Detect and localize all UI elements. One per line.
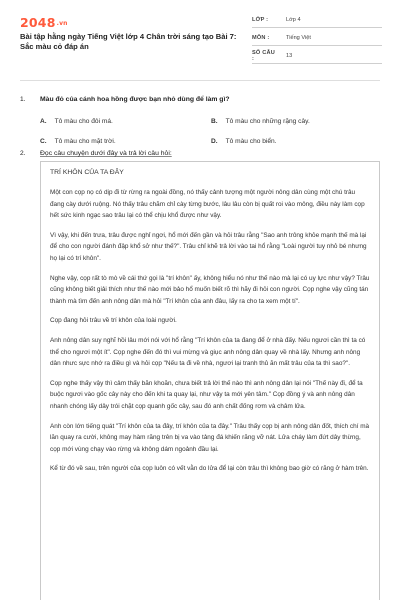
option-b[interactable] [211, 118, 310, 125]
story-paragraph: Kể từ đó về sau, trên người của cọp luôn có vết vằn do lửa để lại còn trâu thì không bao giờ có răng ở hàm trên. [50, 465, 369, 473]
page-header [0, 0, 400, 70]
question-number: 2. [20, 150, 26, 157]
header-divider [20, 80, 380, 81]
option-c[interactable] [40, 138, 116, 145]
story-paragraph: Vì vậy, khi đến trưa, trâu được nghỉ ngơi, hổ mới đến gần và hỏi trâu rằng "Sao anh trông khỏe mạnh thế mà lại để cho con người đánh đập khổ sở như thế?". Trâu chỉ khẽ trả lời vào tai hổ rằng "Loài người tuy nhỏ bé nhưng họ lại có trí khôn". [50, 231, 367, 262]
option-text: Tô màu cho biển. [225, 138, 277, 145]
logo-text: 2048 [20, 15, 56, 30]
option-a[interactable] [40, 118, 113, 125]
option-letter: D. [211, 138, 218, 145]
meta-value: 13 [286, 52, 293, 59]
option-d[interactable] [211, 138, 277, 145]
meta-row-question-count [252, 48, 382, 64]
logo-tld: .vn [56, 20, 68, 27]
story-box [40, 161, 380, 600]
meta-value: Lớp 4 [286, 16, 301, 23]
site-logo[interactable] [20, 15, 68, 30]
story-paragraph: Anh còn lớn tiếng quát "Trí khôn của ta đây, trí khôn của ta đây." Trâu thấy cọp bị anh nông dân đốt, thích chí mà lăn quay ra cười, không may hàm răng trên bị va vào tảng đá khiến răng vỡ nát. Lửa cháy làm đứt dây thừng, cọp mới vùng chạy vào rừng và không dám ngoảnh đầu lại. [50, 422, 370, 453]
meta-row-subject [252, 30, 382, 46]
option-text: Tô màu cho mặt trời. [54, 138, 116, 145]
story-paragraph: Cọp đang hỏi trâu về trí khôn của loài người. [50, 317, 177, 325]
story-title: TRÍ KHÔN CỦA TA ĐÂY [50, 169, 124, 176]
meta-key: LỚP : [252, 16, 269, 23]
option-letter: C. [40, 138, 47, 145]
story-paragraph: Nghe vậy, cọp rất tò mò về cái thứ gọi là "trí khôn" ấy, không hiểu nó như thế nào mà lại có uy lực như vậy? Trâu cũng không biết giải thích như thế nào mới bảo hổ muốn biết rõ thì hãy đi hỏi con người. Cọp nghe vậy cũng tán thành mà tìm đến anh nông dân mà hỏi "Trí khôn của anh đâu, lấy ra cho ta xem một tí". [50, 274, 370, 305]
story-paragraph: Một con cọp nọ có dịp đi từ rừng ra ngoài đồng, nó thấy cảnh tượng một người nông dân cùng một chú trâu đang cày dưới ruộng. Nó thấy trâu chăm chỉ cày từng bước, lâu lâu còn bị quất roi vào mông, điều này làm cọp hết sức kinh ngạc sao trâu lại có thể chịu khổ được như vậy. [50, 189, 365, 220]
option-letter: A. [40, 118, 47, 125]
question-text: Đọc câu chuyện dưới đây và trả lời câu hỏi: [40, 150, 172, 157]
question-number: 1. [20, 96, 26, 103]
meta-value: Tiếng Việt [286, 34, 311, 41]
story-paragraph: Anh nông dân suy nghĩ hồi lâu mới nói với hổ rằng "Trí khôn của ta đang để ở nhà đấy. Nếu ngươi cần thì ta có thể cho ngươi một ít". Cọp nghe đến đó thì vui mừng và giục anh nông dân quay về nhà lấy. Nhưng anh nông dân nhưc sực nhớ ra điều gì và hỏi cọp "Nếu ta đi về nhà, ngươi lại tranh thủ ăn mất trâu của ta thì sao?". [50, 336, 366, 368]
option-text: Tô màu cho đôi má. [54, 118, 113, 125]
option-letter: B. [211, 118, 218, 125]
document-meta [252, 12, 382, 66]
option-text: Tô màu cho những rặng cây. [225, 118, 310, 125]
meta-row-grade [252, 12, 382, 28]
meta-key: SỐ CÂU : [252, 49, 275, 62]
story-paragraph: Cọp nghe thấy vậy thì cảm thấy băn khoăn, chưa biết trả lời thế nào thì anh nông dân lại nói "Thế này đi, để ta buộc ngươi vào gốc cây này cho đến khi ta quay lại, như vậy ta mới yên tâm." Cọp đồng ý và anh nông dân nhanh chóng lấy dây trói chặt cọp quanh gốc cây, sau đó anh chất đống rơm và châm lửa. [50, 379, 363, 410]
question-text: Màu đỏ của cánh hoa hồng được bạn nhỏ dùng để làm gì? [40, 96, 230, 103]
document-title: Bài tập hằng ngày Tiếng Việt lớp 4 Chân trời sáng tạo Bài 7: Sắc màu cỏ đáp án [20, 32, 237, 52]
meta-key: MÔN : [252, 34, 270, 41]
